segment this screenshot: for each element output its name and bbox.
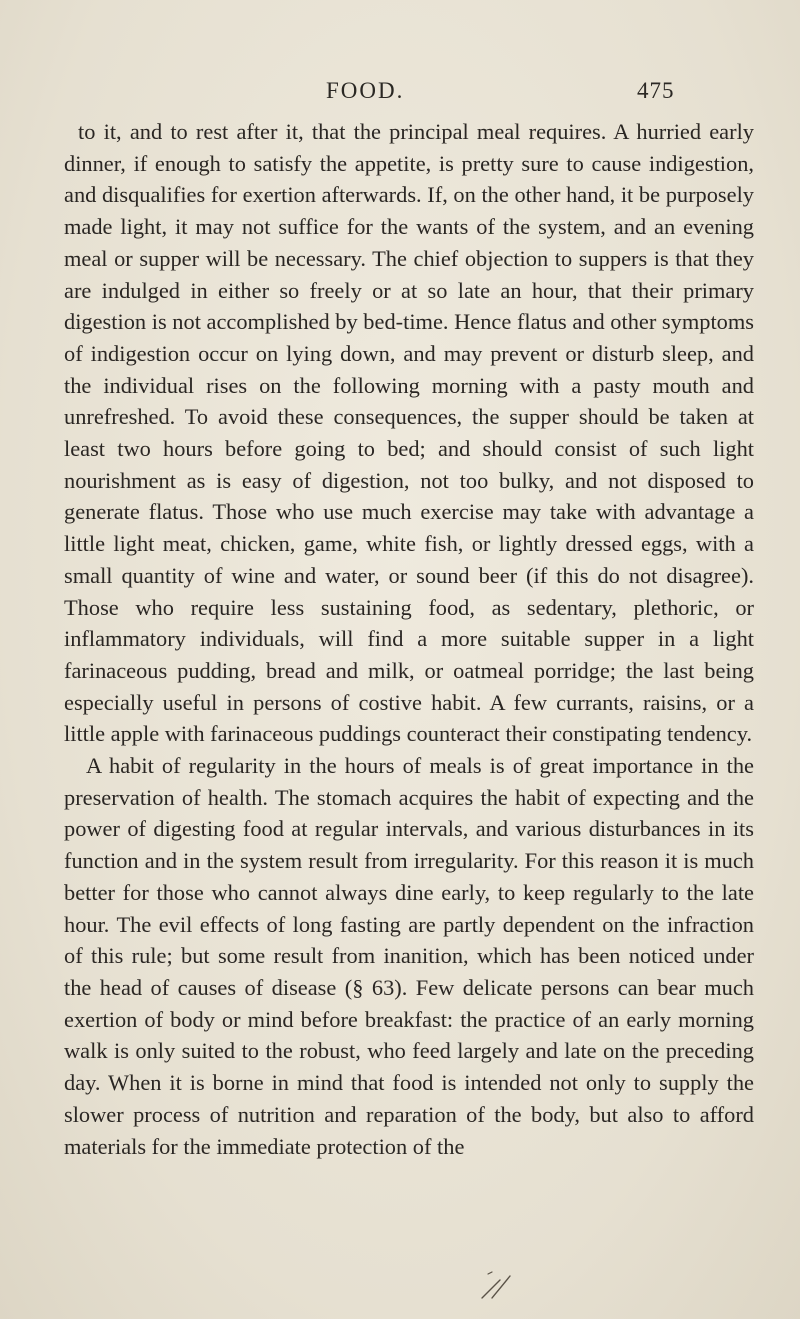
running-head: [0, 78, 800, 108]
paragraph-supper: to it, and to rest after it, that the principal meal requires. A hurried early dinner, if enough to satisfy the appetite, is pretty sure to cause indigestion, and disqualifies for exertion afterwards. If, on the other hand, it be purposely made light, it may not suffice for the wants of the system, and an evening meal or supper will be necessary. The chief objection to suppers is that they are indulged in either so freely or at so late an hour, that their primary digestion is not accomplished by bed-time. Hence flatus and other symptoms of indigestion occur on lying down, and may prevent or disturb sleep, and the individual rises on the following morning with a pasty mouth and unrefreshed. To avoid these consequences, the supper should be taken at least two hours before going to bed; and should consist of such light nourishment as is easy of digestion, not too bulky, and not disposed to generate flatus. Those who use much exercise may take with advantage a little light meat, chicken, game, white fish, or lightly dressed eggs, with a small quantity of wine and water, or sound beer (if this do not disagree). Those who require less sustaining food, as sedentary, plethoric, or inflammatory individuals, will find a more suitable supper in a light farinaceous pudding, bread and milk, or oatmeal porridge; the last being especially useful in persons of costive habit. A few currants, raisins, or a little apple with farinaceous puddings counteract their constipating tendency.: [64, 119, 754, 747]
running-head-title: FOOD.: [326, 78, 405, 103]
page-number: 475: [637, 78, 675, 103]
pencil-mark-icon: [478, 1268, 514, 1302]
body-text: [64, 116, 754, 1162]
paragraph-regularity: A habit of regularity in the hours of meals is of great importance in the preservation of health. The stomach acquires the habit of expecting and the power of digesting food at regular intervals, and various disturbances in its function and in the system result from irregularity. For this reason it is much better for those who cannot always dine early, to keep regularly to the late hour. The evil effects of long fasting are partly dependent on the infraction of this rule; but some result from inanition, which has been noticed under the head of causes of disease (§ 63). Few delicate persons can bear much exertion of body or mind before breakfast: the practice of an early morning walk is only suited to the robust, who feed largely and late on the preceding day. When it is borne in mind that food is intended not only to supply the slower process of nutrition and reparation of the body, but also to afford materials for the immediate protection of the: [64, 753, 754, 1159]
